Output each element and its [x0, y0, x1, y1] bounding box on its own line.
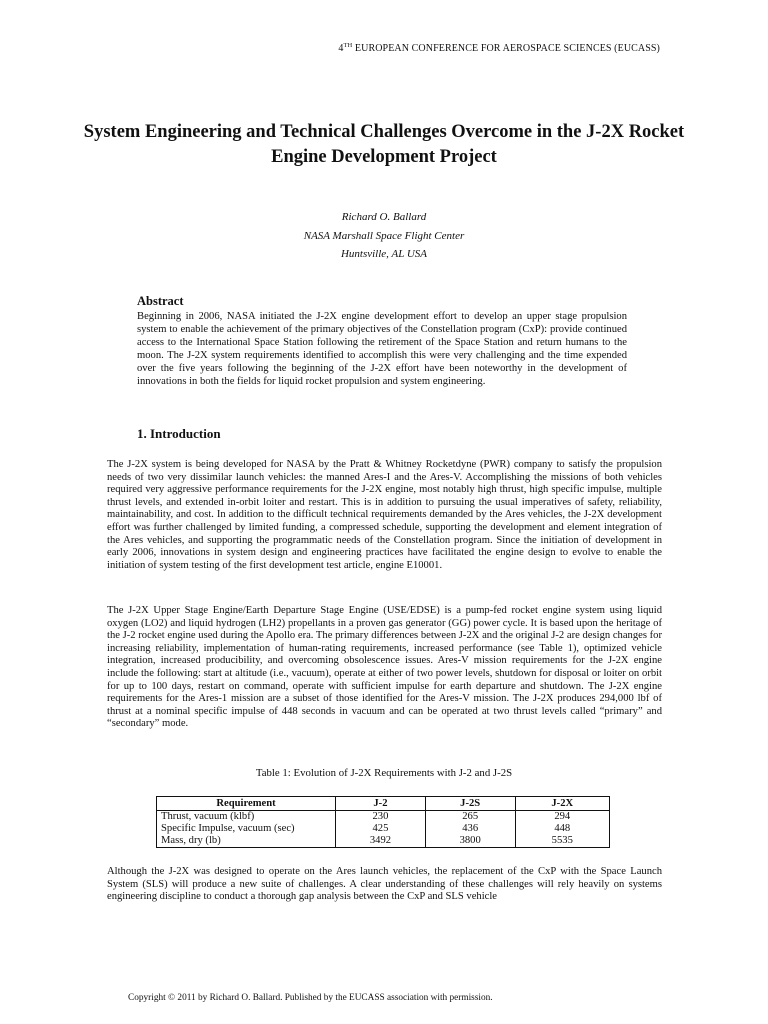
running-head-ordinal-suffix: TH — [343, 42, 353, 49]
running-head — [338, 42, 660, 54]
author-name: Richard O. Ballard — [341, 211, 427, 223]
table-cell: Thrust, vacuum (klbf) — [157, 811, 336, 824]
running-head-text: EUROPEAN CONFERENCE FOR AEROSPACE SCIENCES (EUCASS) — [352, 43, 660, 54]
table-cell: 448 — [515, 823, 609, 835]
table-header-cell: J-2S — [425, 797, 515, 811]
table-cell: 294 — [515, 811, 609, 824]
table-row — [157, 811, 610, 824]
table-caption: Table 1: Evolution of J-2X Requirements with J-2 and J-2S — [255, 767, 513, 779]
running-head-ordinal: 4 — [338, 43, 344, 54]
author-location: Huntsville, AL USA — [340, 248, 428, 260]
intro-paragraph-1: The J-2X system is being developed for NASA by the Pratt & Whitney Rocketdyne (PWR) company to satisfy the propulsion needs of two very dissimilar launch vehicles: the manned Ares-I and the Ares-V. Accomplishing the missions of both vehicles required very aggressive performance requirements for the J-2X engine, most notably high thrust, high specific impulse, multiple thrust levels, and extended in-orbit loiter and restart. This is in addition to pursuing the usual imperatives of safety, reliability, maintainability, and cost. In addition to the difficult technical requirements demanded by the Ares vehicles, the J-2X development effort was further challenged by limited funding, a compressed schedule, supporting the development and element integration of the Ares vehicles, and supporting the programmatic needs of the Constellation program. Since the initiation of development in early 2006, innovations in system design and engineering practices have facilitated the engine design to evolve to enable the initiation of system testing of the first development test article, engine E10001. — [107, 459, 662, 571]
table-row — [157, 835, 610, 848]
table-row — [157, 823, 610, 835]
table-cell: 3800 — [425, 835, 515, 848]
abstract-heading: Abstract — [137, 294, 184, 308]
table-header-row — [157, 797, 610, 811]
table-header-cell: J-2X — [515, 797, 609, 811]
intro-paragraph-3: Although the J-2X was designed to operate on the Ares launch vehicles, the replacement of the CxP with the Space Launch System (SLS) will produce a new suite of challenges. A clear understanding of these challenges will rely heavily on systems engineering discipline to conduct a thorough gap analysis between the CxP and SLS vehicle — [107, 866, 662, 903]
table-cell: Specific Impulse, vacuum (sec) — [157, 823, 336, 835]
table-cell: 265 — [425, 811, 515, 824]
author-affiliation: NASA Marshall Space Flight Center — [303, 229, 465, 242]
table-header-cell: J-2 — [336, 797, 426, 811]
abstract-body: Beginning in 2006, NASA initiated the J-2X engine development effort to develop an upper stage propulsion system to enable the achievement of the primary objectives of the Constellation program (CxP): provide continued access to the International Space Station following the retirement of the Space Station and return humans to the moon. The J-2X system requirements identified to accomplish this were very challenging and the time expended over the five years following the beginning of the J-2X effort have been noteworthy in the development of innovations in both the fields for liquid rocket propulsion and system engineering. — [137, 311, 627, 388]
table-cell: 425 — [336, 823, 426, 835]
table-cell: 3492 — [336, 835, 426, 848]
table-cell: 5535 — [515, 835, 609, 848]
table-cell: Mass, dry (lb) — [157, 835, 336, 848]
introduction-heading: 1. Introduction — [137, 426, 221, 441]
table-cell: 436 — [425, 823, 515, 835]
copyright-footer: Copyright © 2011 by Richard O. Ballard. Published by the EUCASS association with permission. — [128, 993, 493, 1003]
table-header-cell: Requirement — [157, 797, 336, 811]
intro-paragraph-2: The J-2X Upper Stage Engine/Earth Departure Stage Engine (USE/EDSE) is a pump-fed rocket engine system using liquid oxygen (LO2) and liquid hydrogen (LH2) propellants in a proven gas generator (GG) power cycle. It is based upon the heritage of the J-2 rocket engine used during the Apollo era. The primary differences between J-2X and the original J-2 are design changes for increasing reliability, implementation of human-rating requirements, increased performance (see Table 1), optimized vehicle integration, increased producibility, and overcoming obsolescence issues. Ares-V mission requirements for the J-2X engine include the following: start at altitude (i.e., vacuum), operate at either of two power levels, shutdown for disposal or loiter on orbit for up to 100 days, restart on command, operate with sufficient impulse for earth departure and shutdown. The J-2X engine requirements for the Ares-1 mission are a subset of those identified for the Ares-V mission. The J-2X produces 294,000 lbf of thrust at a nominal specific impulse of 448 seconds in vacuum and can be operated at two thrust levels called “primary” and “secondary” mode. — [107, 605, 662, 730]
table-cell: 230 — [336, 811, 426, 824]
author-block — [0, 208, 768, 264]
paper-title: System Engineering and Technical Challenges Overcome in the J-2X Rocket Engine Development Project — [83, 122, 685, 167]
requirements-table — [156, 796, 610, 848]
